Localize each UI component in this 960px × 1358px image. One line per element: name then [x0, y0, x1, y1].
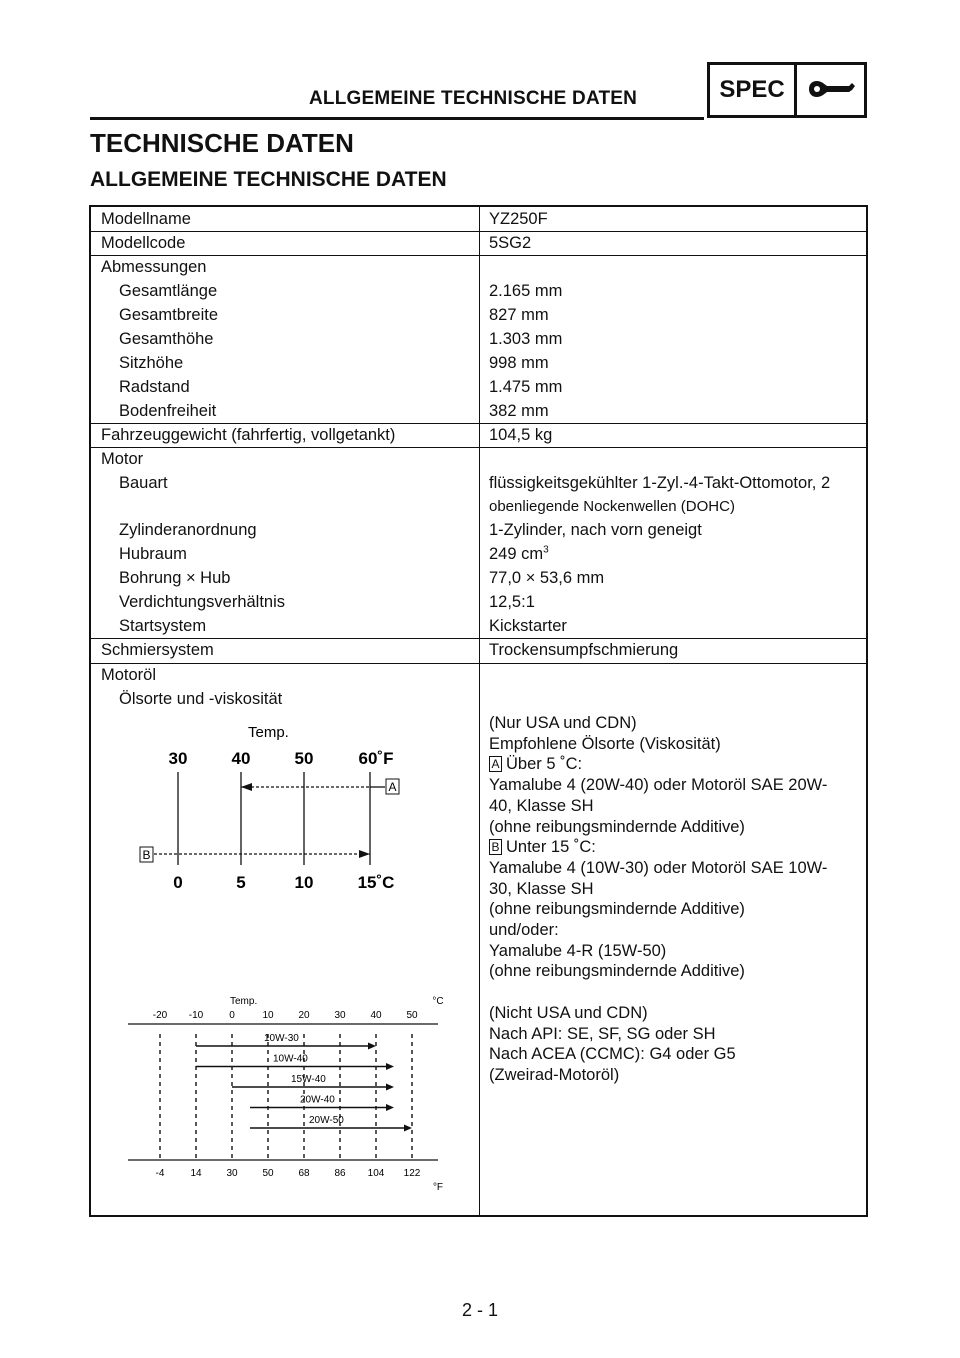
f-tick: 50: [262, 1168, 274, 1179]
row-value: [489, 542, 549, 566]
viscosity-bar-arrow: [404, 1125, 412, 1132]
oil-line: [489, 754, 827, 775]
row-value: 1.475 mm: [489, 378, 563, 396]
oil-line: Nach ACEA (CCMC): G4 oder G5: [489, 1045, 736, 1064]
row-label: Radstand: [119, 378, 190, 396]
column-divider: [479, 207, 480, 1215]
c-unit: °C: [432, 996, 444, 1007]
c-tick: 15˚C: [357, 873, 395, 892]
spec-box: [707, 62, 867, 118]
row-divider: [91, 255, 866, 256]
marker-b-label: B: [142, 848, 151, 862]
row-value: 998 mm: [489, 354, 549, 372]
row-value: 2.165 mm: [489, 282, 563, 300]
row-divider: [91, 663, 866, 664]
oil-line: (ohne reibungsmindernde Additive): [489, 962, 745, 981]
unit-superscript: 3: [543, 544, 549, 556]
oil-line: 30, Klasse SH: [489, 879, 594, 898]
temperature-chart-1: [130, 715, 430, 900]
oil-line-text: Unter 15 ˚C:: [506, 838, 596, 857]
row-label: Gesamtbreite: [119, 306, 219, 324]
marker-a: A: [489, 756, 502, 772]
f-tick: 30: [168, 749, 188, 768]
row-label: Fahrzeuggewicht (fahrfertig, vollgetankt): [101, 426, 396, 444]
row-value: 77,0 × 53,6 mm: [489, 569, 605, 587]
row-label: Motor: [101, 450, 144, 468]
row-value: Kickstarter: [489, 617, 567, 635]
row-label: Motoröl: [101, 666, 157, 684]
viscosity-bar-arrow: [386, 1104, 394, 1111]
row-label: Gesamthöhe: [119, 330, 214, 348]
f-unit: °F: [432, 1182, 444, 1193]
oil-description: [489, 713, 827, 1086]
row-label: Bohrung × Hub: [119, 569, 231, 587]
viscosity-bar-label: 10W-30: [264, 1033, 299, 1044]
c-tick: 30: [334, 1010, 346, 1021]
c-tick: 10: [262, 1010, 274, 1021]
c-tick: 10: [294, 873, 314, 892]
f-tick: 86: [334, 1168, 346, 1179]
row-label: Abmessungen: [101, 258, 207, 276]
c-tick: 50: [406, 1010, 418, 1021]
viscosity-bar-label: 15W-40: [291, 1074, 326, 1085]
viscosity-bar-label: 20W-50: [309, 1115, 344, 1126]
viscosity-bar-arrow: [386, 1084, 394, 1091]
viscosity-bar-label: 10W-40: [273, 1053, 308, 1065]
row-label: Sitzhöhe: [119, 354, 184, 372]
oil-line: (Nur USA und CDN): [489, 714, 637, 732]
row-divider: [91, 231, 866, 232]
range-b-arrow: [359, 850, 370, 858]
c-tick: 0: [229, 1010, 235, 1021]
oil-line: Empfohlene Ölsorte (Viskosität): [489, 734, 721, 753]
row-value: YZ250F: [489, 210, 548, 228]
oil-line: Yamalube 4 (10W-30) oder Motoröl SAE 10W-: [489, 858, 828, 877]
f-tick: 60˚F: [358, 749, 394, 768]
viscosity-bar-arrow: [386, 1063, 394, 1070]
row-label: Gesamtlänge: [119, 282, 218, 300]
marker-b: B: [489, 839, 502, 855]
f-tick: 30: [226, 1168, 238, 1179]
oil-line-text: Über 5 ˚C:: [506, 755, 583, 774]
section-title: ALLGEMEINE TECHNISCHE DATEN: [90, 168, 447, 191]
c-tick: 0: [173, 873, 183, 892]
oil-line: Yamalube 4-R (15W-50): [489, 941, 667, 960]
row-value: obenliegende Nockenwellen (DOHC): [489, 498, 735, 515]
row-label: Verdichtungsverhältnis: [119, 593, 286, 611]
c-tick: 5: [236, 873, 246, 892]
row-label: Ölsorte und -viskosität: [119, 690, 283, 708]
wrench-icon: [797, 65, 864, 115]
row-label: Zylinderanordnung: [119, 521, 257, 539]
row-value: 827 mm: [489, 306, 549, 324]
chart1-title: Temp.: [248, 724, 289, 741]
oil-line: (Nicht USA und CDN): [489, 1003, 648, 1022]
c-tick: -20: [152, 1010, 168, 1021]
viscosity-bar-arrow: [368, 1043, 376, 1050]
row-value: Trockensumpfschmierung: [489, 641, 679, 659]
header-rule: [90, 117, 704, 120]
page-title: TECHNISCHE DATEN: [90, 128, 354, 158]
f-tick: 14: [190, 1168, 202, 1179]
row-label: Bodenfreiheit: [119, 402, 217, 420]
row-label: Schmiersystem: [101, 641, 214, 659]
oil-line: Nach API: SE, SF, SG oder SH: [489, 1024, 716, 1043]
c-tick: 20: [298, 1010, 310, 1021]
f-tick: 40: [231, 749, 251, 768]
oil-line: [489, 837, 827, 858]
row-value: 1-Zylinder, nach vorn geneigt: [489, 521, 702, 539]
range-a-arrow: [241, 783, 252, 791]
oil-line: Yamalube 4 (20W-40) oder Motoröl SAE 20W-: [489, 776, 828, 795]
row-value: 104,5 kg: [489, 426, 553, 444]
row-label: Modellcode: [101, 234, 186, 252]
oil-line: (Zweirad-Motoröl): [489, 1065, 620, 1084]
row-value: 5SG2: [489, 234, 532, 252]
page-number: 2 - 1: [461, 1300, 499, 1320]
blank-line: [489, 982, 827, 1003]
row-label: Bauart: [119, 474, 168, 492]
viscosity-bar-label: 20W-40: [300, 1094, 335, 1106]
row-value: flüssigkeitsgekühlter 1-Zyl.-4-Takt-Ottomotor, 2: [489, 474, 831, 492]
row-value: 12,5:1: [489, 593, 535, 611]
oil-line: (ohne reibungsmindernde Additive): [489, 817, 745, 836]
f-tick: 104: [367, 1168, 385, 1179]
f-tick: -4: [155, 1168, 165, 1179]
oil-line: (ohne reibungsmindernde Additive): [489, 900, 745, 919]
f-tick: 122: [403, 1168, 421, 1179]
row-label: Hubraum: [119, 545, 187, 563]
row-value: 1.303 mm: [489, 330, 563, 348]
viscosity-chart: [120, 990, 460, 1200]
row-value: 382 mm: [489, 402, 549, 420]
f-tick: 50: [294, 749, 314, 768]
marker-a-label: A: [388, 780, 397, 794]
c-tick: 40: [370, 1010, 382, 1021]
oil-line: und/oder:: [489, 921, 559, 940]
c-tick: -10: [188, 1010, 204, 1021]
hubraum-value: 249 cm: [489, 545, 544, 563]
row-label: Startsystem: [119, 617, 207, 635]
chart2-title: Temp.: [230, 996, 258, 1007]
row-label: Modellname: [101, 210, 191, 228]
oil-line: 40, Klasse SH: [489, 796, 594, 815]
f-tick: 68: [298, 1168, 310, 1179]
row-divider: [91, 447, 866, 448]
spec-label: SPEC: [710, 65, 797, 115]
header-title: ALLGEMEINE TECHNISCHE DATEN: [309, 88, 638, 109]
